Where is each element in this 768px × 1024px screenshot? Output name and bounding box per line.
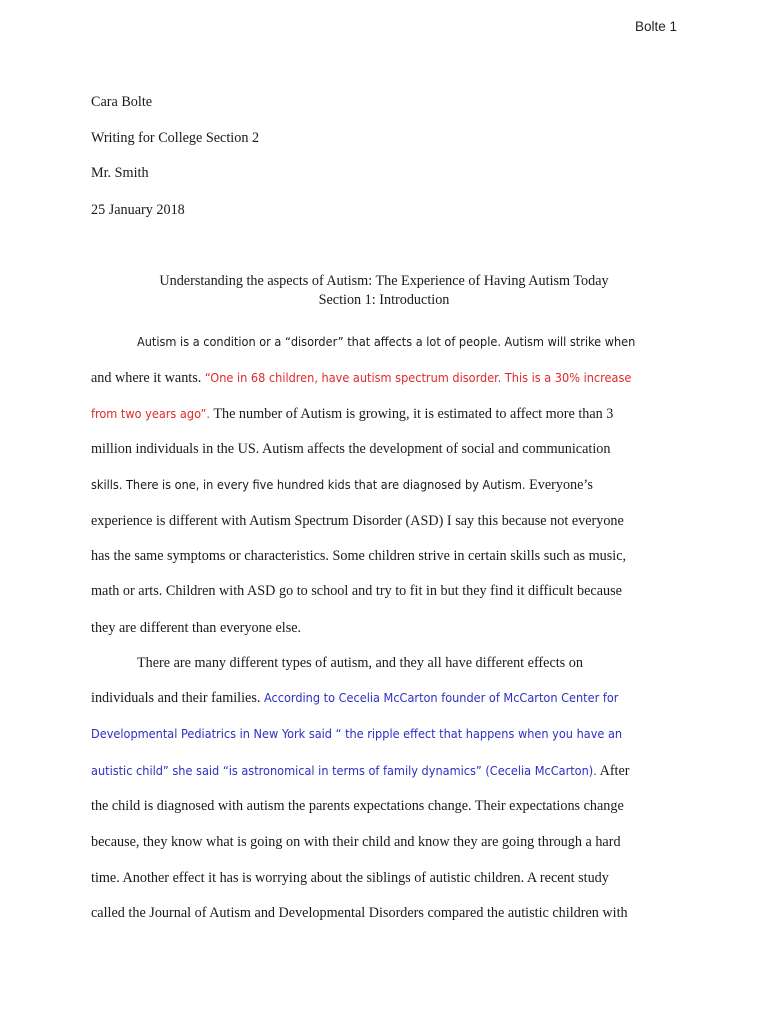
paragraph1-line3-text: The number of Autism is growing, it is estimated to affect more than 3: [210, 406, 614, 422]
course-name: Writing for College Section 2: [91, 130, 260, 146]
paragraph2-line4: [91, 763, 630, 780]
section-heading: Section 1: Introduction: [318, 292, 450, 308]
paragraph2-line6: because, they know what is going on with their child and know they are going through a hard: [91, 834, 621, 850]
mccarton-quote-end: autistic child” she said “is astronomical in terms of family dynamics” (Cecelia McCarton).: [91, 763, 597, 778]
paragraph2-line4-text: After: [596, 763, 630, 779]
paragraph1-line1: Autism is a condition or a “disorder” that affects a lot of people. Autism will strike when: [137, 334, 636, 349]
paragraph1-line9: they are different than everyone else.: [91, 620, 302, 636]
paragraph2-line7: time. Another effect it has is worrying about the siblings of autistic children. A recent study: [91, 870, 609, 886]
paragraph1-line6: experience is different with Autism Spectrum Disorder (ASD) I say this because not everyone: [91, 513, 624, 529]
author-name: Cara Bolte: [91, 94, 153, 110]
paragraph2-line8: called the Journal of Autism and Developmental Disorders compared the autistic children with: [91, 905, 628, 921]
essay-title: Understanding the aspects of Autism: The Experience of Having Autism Today: [159, 273, 609, 289]
paragraph2-line1: There are many different types of autism, and they all have different effects on: [137, 655, 583, 671]
statistic-quote-end: from two years ago”.: [91, 406, 211, 421]
paragraph2-line2: [91, 690, 618, 707]
paragraph1-line5-text: Everyone’s: [525, 477, 593, 493]
page-number: Bolte 1: [634, 19, 677, 34]
mccarton-quote-line2: Developmental Pediatrics in New York said “ the ripple effect that happens when you have an: [91, 726, 623, 741]
paragraph1-line8: math or arts. Children with ASD go to school and try to fit in but they find it difficult because: [91, 583, 622, 599]
paragraph2-line5: the child is diagnosed with autism the parents expectations change. Their expectations change: [91, 798, 624, 814]
paragraph1-line2: [91, 370, 631, 387]
instructor-name: Mr. Smith: [91, 165, 149, 181]
paragraph1-line5: [91, 477, 593, 494]
mccarton-quote: According to Cecelia McCarton founder of McCarton Center for: [263, 690, 619, 705]
paragraph1-line3: [91, 406, 613, 423]
paragraph1-line5-narrow: skills. There is one, in every five hundred kids that are diagnosed by Autism.: [91, 477, 526, 492]
paragraph1-line7: has the same symptoms or characteristics. Some children strive in certain skills such as music,: [91, 548, 627, 564]
paragraph2-line2-text: individuals and their families.: [91, 690, 264, 706]
paragraph1-line4: million individuals in the US. Autism affects the development of social and communication: [91, 441, 611, 457]
paragraph1-line2-text: and where it wants.: [91, 370, 205, 386]
date: 25 January 2018: [91, 202, 185, 218]
statistic-quote: “One in 68 children, have autism spectrum disorder. This is a 30% increase: [204, 370, 632, 385]
